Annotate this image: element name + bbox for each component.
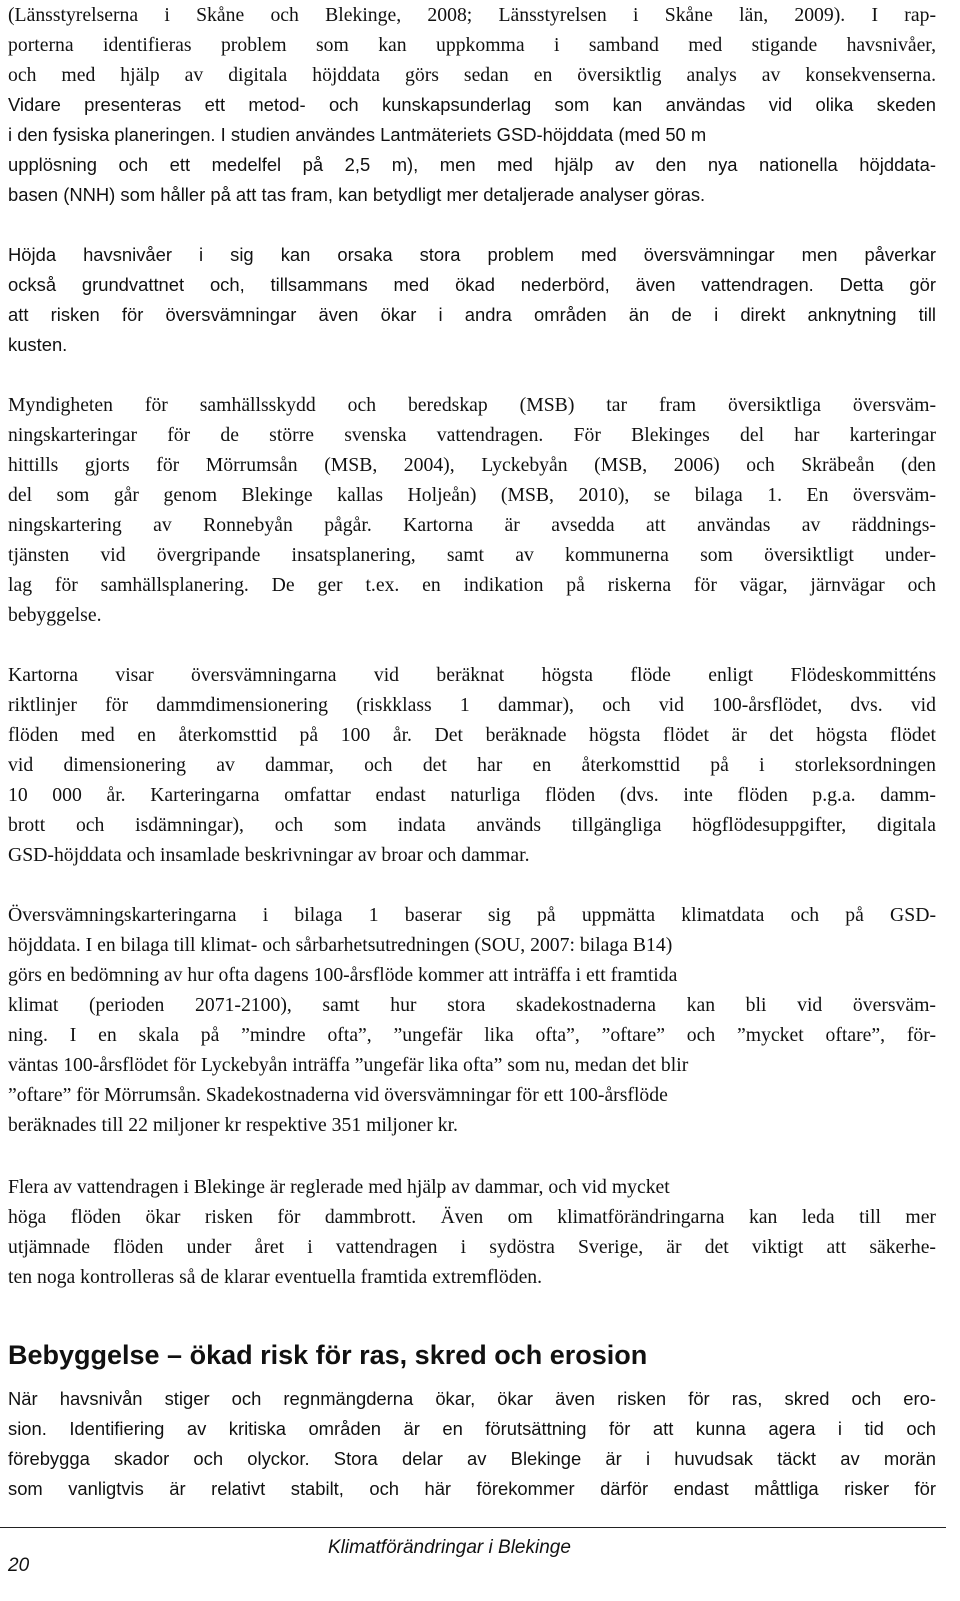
text-line: porterna identifieras problem som kan uppkomma i samband med stigande havsnivåer, (8, 34, 936, 56)
text-line: ning. I en skala på ”mindre ofta”, ”ungefär lika ofta”, ”oftare” och ”mycket oftare”, för- (8, 1024, 936, 1046)
text-line: ”oftare” för Mörrumsån. Skadekostnaderna vid översvämningar för ett 100-årsflöde (8, 1084, 668, 1106)
text-line: basen (NNH) som håller på att tas fram, kan betydligt mer detaljerade analyser göras. (8, 184, 706, 205)
text-line: höga flöden ökar risken för dammbrott. Även om klimatförändringarna kan leda till mer (8, 1206, 936, 1228)
text-line: När havsnivån stiger och regnmängderna ökar, ökar även risken för ras, skred och ero- (8, 1388, 936, 1409)
paragraph-landslide-risk (8, 1384, 936, 1504)
text-line: höjddata. I en bilaga till klimat- och sårbarhetsutredningen (SOU, 2007: bilaga B14) (8, 934, 673, 956)
text-line: 10 000 år. Karteringarna omfattar endast naturliga flöden (dvs. inte flöden p.g.a. damm- (8, 784, 936, 806)
section-heading: Bebyggelse – ökad risk för ras, skred och erosion (8, 1340, 648, 1370)
text-line: Översvämningskarteringarna i bilaga 1 baserar sig på uppmätta klimatdata och på GSD- (8, 904, 936, 926)
text-line: Vidare presenteras ett metod- och kunskapsunderlag som kan användas vid olika skeden (8, 94, 936, 115)
paragraph-dams (8, 1172, 936, 1292)
text-line: (Länsstyrelserna i Skåne och Blekinge, 2008; Länsstyrelsen i Skåne län, 2009). I rap- (8, 4, 936, 26)
text-line: att risken för översvämningar även ökar i andra områden än de i direkt anknytning till (8, 304, 936, 325)
paragraph-sea-level-reports (8, 0, 936, 210)
text-line: i den fysiska planeringen. I studien användes Lantmäteriets GSD-höjddata (med 50 m (8, 124, 707, 145)
footer-divider (0, 1527, 946, 1528)
text-line: och med hjälp av digitala höjddata görs sedan en översiktlig analys av konsekvenserna. (8, 64, 936, 86)
text-line: flöden med en återkomsttid på 100 år. Det beräknade högsta flödet är det högsta flödet (8, 724, 936, 746)
text-line: görs en bedömning av hur ofta dagens 100-årsflöde kommer att inträffa i ett framtida (8, 964, 678, 986)
text-line: hittills gjorts för Mörrumsån (MSB, 2004), Lyckebyån (MSB, 2006) och Skräbeån (den (8, 454, 936, 476)
text-line: Flera av vattendragen i Blekinge är reglerade med hjälp av dammar, och vid mycket (8, 1176, 670, 1198)
text-line: GSD-höjddata och insamlade beskrivningar av broar och dammar. (8, 844, 530, 866)
text-line: del som går genom Blekinge kallas Holjeån) (MSB, 2010), se bilaga 1. En översväm- (8, 484, 936, 506)
text-line: upplösning och ett medelfel på 2,5 m), men med hjälp av den nya nationella höjddata- (8, 154, 936, 175)
text-line: beräknades till 22 miljoner kr respektive 351 miljoner kr. (8, 1114, 458, 1136)
text-line: bebyggelse. (8, 604, 102, 626)
text-line: ningskarteringar för de större svenska vattendragen. För Blekinges del har karteringar (8, 424, 936, 446)
text-line: tjänsten vid övergripande insatsplanering, samt av kommunerna som översiktligt under- (8, 544, 936, 566)
page-number: 20 (8, 1555, 30, 1576)
text-line: ten noga kontrolleras så de klarar eventuella framtida extremflöden. (8, 1266, 543, 1288)
text-line: också grundvattnet och, tillsammans med ökad nederbörd, även vattendragen. Detta gör (8, 274, 936, 295)
paragraph-climate-data (8, 900, 936, 1140)
text-line: ningskartering av Ronnebyån pågår. Kartorna är avsedda att användas av räddnings- (8, 514, 936, 536)
text-line: väntas 100-årsflödet för Lyckebyån inträffa ”ungefär lika ofta” som nu, medan det blir (8, 1054, 689, 1076)
text-line: klimat (perioden 2071-2100), samt hur stora skadekostnaderna kan bli vid översväm- (8, 994, 936, 1016)
text-line: brott och isdämningar), och som indata används tillgängliga högflödesuppgifter, digitala (8, 814, 936, 836)
paragraph-groundwater (8, 240, 936, 360)
running-footer-title: Klimatförändringar i Blekinge (328, 1537, 571, 1558)
text-line: Myndigheten för samhällsskydd och beredskap (MSB) tar fram översiktliga översväm- (8, 394, 936, 416)
text-line: lag för samhällsplanering. De ger t.ex. en indikation på riskerna för vägar, järnvägar och (8, 574, 936, 596)
text-line: Kartorna visar översvämningarna vid beräknat högsta flöde enligt Flödeskommitténs (8, 664, 936, 686)
text-line: förebygga skador och olyckor. Stora delar av Blekinge är i huvudsak täckt av morän (8, 1448, 936, 1469)
text-line: som vanligtvis är relativt stabilt, och här förekommer därför endast måttliga risker för (8, 1478, 936, 1499)
text-line: sion. Identifiering av kritiska områden är en förutsättning för att kunna agera i tid och (8, 1418, 936, 1439)
text-line: riktlinjer för dammdimensionering (riskklass 1 dammar), och vid 100-årsflödet, dvs. vid (8, 694, 936, 716)
text-line: Höjda havsnivåer i sig kan orsaka stora problem med översvämningar men påverkar (8, 244, 936, 265)
text-line: utjämnade flöden under året i vattendragen i sydöstra Sverige, är det viktigt att säkerhe- (8, 1236, 936, 1258)
paragraph-flood-maps (8, 660, 936, 870)
text-line: vid dimensionering av dammar, och det har en återkomsttid på i storleksordningen (8, 754, 936, 776)
text-line: kusten. (8, 334, 68, 355)
paragraph-msb-mapping (8, 390, 936, 630)
